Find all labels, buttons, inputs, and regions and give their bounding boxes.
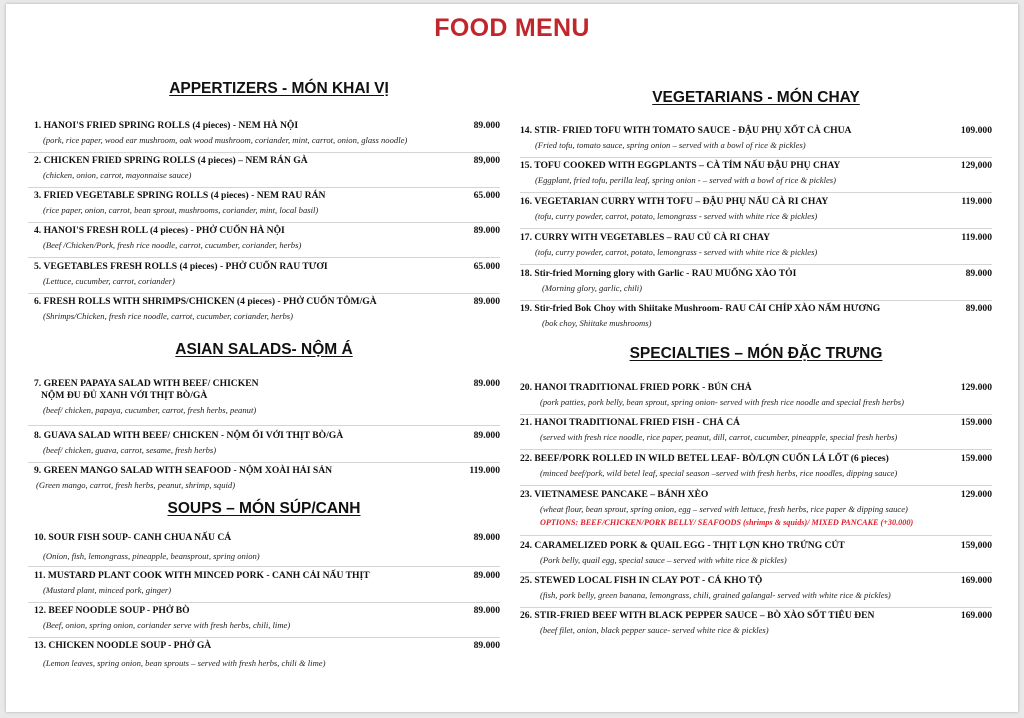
item-description: (wheat flour, bean sprout, spring onion, egg – served with lettuce, fresh herbs, rice paper & dipping sauce) (540, 504, 908, 514)
section-title-specialties: SPECIALTIES – MÓN ĐẶC TRƯNG (629, 345, 883, 362)
item-price: 159.000 (960, 453, 992, 464)
item-name: 17. CURRY WITH VEGETABLES – RAU CỦ CÀ RI CHAY (520, 232, 771, 243)
item-options: OPTIONS: BEEF/CHICKEN/PORK BELLY/ SEAFOODS (shrimps & squids)/ MIXED PANCAKE (+30.000) (540, 518, 914, 527)
item-description: (tofu, curry powder, carrot, potato, lemongrass - served with white rice & pickles) (535, 247, 818, 257)
menu-item (520, 575, 992, 601)
item-price: 65.000 (473, 190, 500, 201)
menu-item (28, 190, 500, 216)
item-name: 8. GUAVA SALAD WITH BEEF/ CHICKEN - NỘM ỔI VỚI THỊT BÒ/GÀ (34, 430, 344, 441)
divider (520, 414, 992, 415)
divider (520, 535, 992, 536)
divider (520, 607, 992, 608)
item-description: (pork patties, pork belly, bean sprout, spring onion- served with fresh rice noodle and special fresh herbs) (540, 397, 904, 407)
item-price: 89.000 (473, 296, 500, 307)
item-description: (rice paper, onion, carrot, bean sprout, mushrooms, coriander, mint, local basil) (43, 205, 319, 215)
menu-item (520, 160, 992, 186)
divider (520, 228, 992, 229)
item-description: (bok choy, Shiitake mushrooms) (542, 318, 652, 328)
menu-item (28, 296, 500, 322)
item-description: (Eggplant, fried tofu, perilla leaf, spring onion - – served with a bowl of rice & pickles) (535, 175, 836, 185)
item-name: 22. BEEF/PORK ROLLED IN WILD BETEL LEAF- BÒ/LỢN CUỐN LÁ LỐT (6 pieces) (520, 453, 889, 464)
menu-item (28, 605, 500, 631)
divider (28, 602, 500, 603)
item-name: 21. HANOI TRADITIONAL FRIED FISH - CHẢ CÁ (520, 417, 740, 428)
item-name: 5. VEGETABLES FRESH ROLLS (4 pieces) - PHỞ CUỐN RAU TƯƠI (34, 261, 328, 272)
menu-item (520, 453, 992, 479)
item-price: 119.000 (961, 232, 992, 243)
section-title-vegetarians: VEGETARIANS - MÓN CHAY (652, 89, 860, 106)
menu-item (520, 268, 992, 294)
item-price: 129.000 (960, 382, 992, 393)
item-description: (fish, pork belly, green banana, lemongrass, chili, grained galangal- served with white rice & pickles) (540, 590, 891, 600)
item-name: 3. FRIED VEGETABLE SPRING ROLLS (4 pieces) - NEM RAU RÁN (34, 190, 326, 201)
item-name-line2: NỘM ĐU ĐỦ XANH VỚI THỊT BÒ/GÀ (41, 390, 208, 401)
item-price: 129,000 (960, 160, 992, 171)
item-description: (served with fresh rice noodle, rice paper, peanut, dill, carrot, cucumber, pineapple, special fresh herbs) (540, 432, 898, 442)
item-description: (Shrimps/Chicken, fresh rice noodle, carrot, cucumber, coriander, herbs) (43, 311, 293, 321)
item-description: (Pork belly, quail egg, special sauce – served with white rice & pickles) (540, 555, 787, 565)
item-description: (Lettuce, cucumber, carrot, coriander) (43, 276, 175, 286)
divider (28, 222, 500, 223)
divider (520, 300, 992, 301)
item-name: 6. FRESH ROLLS WITH SHRIMPS/CHICKEN (4 pieces) - PHỞ CUỐN TÔM/GÀ (34, 296, 377, 307)
item-name: 25. STEWED LOCAL FISH IN CLAY POT - CÁ KHO TỘ (520, 575, 763, 586)
item-name: 1. HANOI'S FRIED SPRING ROLLS (4 pieces) - NEM HÀ NỘI (34, 120, 299, 131)
item-description: (beef/ chicken, guava, carrot, sesame, fresh herbs) (43, 445, 217, 455)
item-price: 89.000 (473, 225, 500, 236)
menu-item (28, 225, 500, 251)
item-name: 20. HANOI TRADITIONAL FRIED PORK - BÚN CHẢ (520, 382, 752, 393)
menu-item (520, 232, 992, 258)
item-description: (Mustard plant, minced pork, ginger) (43, 585, 172, 595)
item-description: (Onion, fish, lemongrass, pineapple, beansprout, spring onion) (43, 551, 260, 561)
item-price: 119.000 (469, 465, 500, 476)
divider (28, 637, 500, 638)
item-price: 89.000 (965, 303, 992, 314)
menu-item (520, 489, 992, 528)
item-price: 89.000 (473, 570, 500, 581)
menu-item (28, 261, 500, 287)
divider (520, 449, 992, 450)
menu-item (520, 125, 992, 151)
item-description: (Green mango, carrot, fresh herbs, peanut, shrimp, squid) (36, 480, 236, 490)
item-name: 7. GREEN PAPAYA SALAD WITH BEEF/ CHICKEN (34, 378, 259, 389)
item-description: (Beef /Chicken/Pork, fresh rice noodle, carrot, cucumber, coriander, herbs) (43, 240, 302, 250)
item-name: 10. SOUR FISH SOUP- CANH CHUA NẤU CÁ (34, 532, 232, 543)
item-description: (chicken, onion, carrot, mayonnaise sauce) (43, 170, 192, 180)
item-description: (Fried tofu, tomato sauce, spring onion – served with a bowl of rice & pickles) (535, 140, 806, 150)
item-name: 23. VIETNAMESE PANCAKE – BÁNH XÈO (520, 489, 709, 500)
item-name: 14. STIR- FRIED TOFU WITH TOMATO SAUCE - ĐẬU PHỤ XỐT CÀ CHUA (520, 125, 852, 136)
divider (28, 257, 500, 258)
item-name: 12. BEEF NOODLE SOUP - PHỞ BÒ (34, 605, 190, 616)
menu-item (520, 196, 992, 222)
item-price: 129.000 (960, 489, 992, 500)
item-description: (Lemon leaves, spring onion, bean sprouts – served with fresh herbs, chili & lime) (43, 658, 326, 668)
divider (28, 462, 500, 463)
item-price: 89.000 (473, 605, 500, 616)
menu-page (6, 4, 1018, 712)
section-title-appetizers: APPERTIZERS - MÓN KHAI VỊ (169, 80, 389, 97)
divider (520, 572, 992, 573)
item-description: (Morning glory, garlic, chili) (542, 283, 643, 293)
menu-title: FOOD MENU (434, 14, 590, 42)
item-price: 119.000 (961, 196, 992, 207)
menu-item (28, 378, 500, 416)
item-name: 11. MUSTARD PLANT COOK WITH MINCED PORK - CANH CẢI NẤU THỊT (34, 570, 370, 581)
item-name: 4. HANOI'S FRESH ROLL (4 pieces) - PHỞ CUỐN HÀ NỘI (34, 225, 285, 236)
menu-item (28, 430, 500, 456)
item-price: 159,000 (960, 540, 992, 551)
divider (520, 264, 992, 265)
item-name: 24. CARAMELIZED PORK & QUAIL EGG - THỊT LỢN KHO TRỨNG CÚT (520, 540, 845, 551)
item-price: 159.000 (960, 417, 992, 428)
item-name: 9. GREEN MANGO SALAD WITH SEAFOOD - NỘM XOÀI HẢI SẢN (34, 465, 333, 476)
menu-item (28, 570, 500, 596)
item-name: 26. STIR-FRIED BEEF WITH BLACK PEPPER SAUCE – BÒ XÀO SỐT TIÊU ĐEN (520, 610, 875, 621)
item-name: 18. Stir-fried Morning glory with Garlic - RAU MUỐNG XÀO TỎI (520, 268, 797, 279)
item-description: (minced beef/pork, wild betel leaf, special season –served with fresh herbs, rice noodles, dipping sauce) (540, 468, 898, 478)
divider (28, 187, 500, 188)
item-price: 89.000 (473, 378, 500, 389)
divider (28, 293, 500, 294)
menu-item (520, 417, 992, 443)
item-price: 109.000 (960, 125, 992, 136)
item-price: 89.000 (473, 120, 500, 131)
divider (520, 157, 992, 158)
divider (28, 152, 500, 153)
item-price: 89.000 (473, 640, 500, 651)
item-description: (beef/ chicken, papaya, cucumber, carrot, fresh herbs, peanut) (43, 405, 257, 415)
menu-item (28, 465, 500, 491)
item-name: 19. Stir-fried Bok Choy with Shiitake Mushroom- RAU CẢI CHÍP XÀO NẤM HƯƠNG (520, 303, 881, 314)
menu-item (520, 382, 992, 408)
menu-item (28, 120, 500, 146)
item-price: 169.000 (960, 610, 992, 621)
section-title-soups: SOUPS – MÓN SÚP/CANH (167, 500, 361, 517)
menu-item (28, 532, 500, 562)
item-name: 13. CHICKEN NOODLE SOUP - PHỞ GÀ (34, 640, 212, 651)
menu-item (520, 303, 992, 329)
menu-item (28, 640, 500, 669)
item-description: (tofu, curry powder, carrot, potato, lemongrass - served with white rice & pickles) (535, 211, 818, 221)
item-description: (beef filet, onion, black pepper sauce- served white rice & pickles) (540, 625, 769, 635)
item-name: 16. VEGETARIAN CURRY WITH TOFU – ĐẬU PHỤ NẤU CÀ RI CHAY (520, 196, 829, 207)
section-title-salads: ASIAN SALADS- NỘM Á (175, 341, 353, 358)
item-description: (pork, rice paper, wood ear mushroom, oak wood mushroom, coriander, mint, carrot, onion, glass noodle) (43, 135, 408, 145)
menu-item (28, 155, 500, 181)
divider (520, 192, 992, 193)
item-price: 89.000 (473, 532, 500, 543)
item-price: 89,000 (473, 155, 500, 166)
divider (520, 485, 992, 486)
item-name: 15. TOFU COOKED WITH EGGPLANTS – CÀ TÍM NẤU ĐẬU PHỤ CHAY (520, 160, 841, 171)
item-price: 89.000 (965, 268, 992, 279)
divider (28, 425, 500, 426)
divider (28, 566, 500, 567)
item-price: 65.000 (473, 261, 500, 272)
item-price: 89.000 (473, 430, 500, 441)
menu-item (520, 540, 992, 566)
menu-item (520, 610, 992, 636)
item-price: 169.000 (960, 575, 992, 586)
item-name: 2. CHICKEN FRIED SPRING ROLLS (4 pieces) – NEM RÁN GÀ (34, 155, 308, 166)
item-description: (Beef, onion, spring onion, coriander serve with fresh herbs, chili, lime) (43, 620, 291, 630)
